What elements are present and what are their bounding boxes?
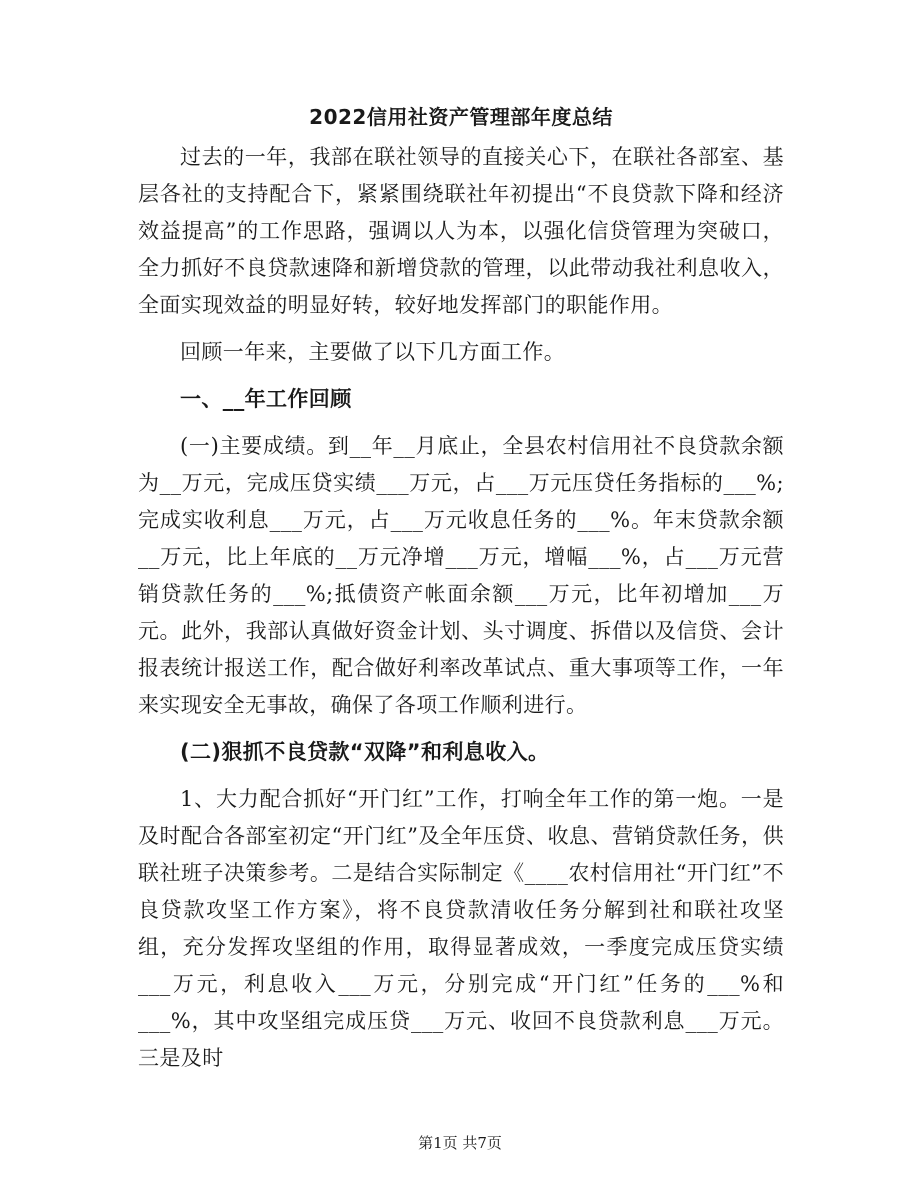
document-body — [138, 102, 784, 1087]
paragraph-main-achievements: (一)主要成绩。到__年__月底止，全县农村信用社不良贷款余额为__万元，完成压贷实绩___万元，占___万元压贷任务指标的___%;完成实收利息___万元，占___万元收息任务的___%。年末贷款余额__万元，比上年底的__万元净增___万元，增幅___%，占___万元营销贷款任务的___%;抵债资产帐面余额___万元，比年初增加___万元。此外，我部认真做好资金计划、头寸调度、拆借以及信贷、会计报表统计报送工作，配合做好利率改革试点、重大事项等工作，一年来实现安全无事故，确保了各项工作顺利进行。 — [138, 434, 784, 717]
page-number: 第1页 共7页 — [418, 1134, 502, 1152]
paragraph-opening-campaign: 1、大力配合抓好“开门红”工作，打响全年工作的第一炮。一是及时配合各部室初定“开门红”及全年压贷、收息、营销贷款任务，供联社班子决策参考。二是结合实际制定《____农村信用社“开门红”不良贷款攻坚工作方案》，将不良贷款清收任务分解到社和联社攻坚组，充分发挥攻坚组的作用，取得显著成效，一季度完成压贷实绩___万元，利息收入___万元，分别完成“开门红”任务的___%和___%，其中攻坚组完成压贷___万元、收回不良贷款利息___万元。三是及时 — [138, 787, 784, 1070]
document-title: 2022信用社资产管理部年度总结 — [309, 105, 613, 129]
paragraph-intro: 过去的一年，我部在联社领导的直接关心下，在联社各部室、基层各社的支持配合下，紧紧围绕联社年初提出“不良贷款下降和经济效益提高”的工作思路，强调以人为本，以强化信贷管理为突破口，全力抓好不良贷款速降和新增贷款的管理，以此带动我社利息收入，全面实现效益的明显好转，较好地发挥部门的职能作用。 — [138, 145, 784, 317]
paragraph-review-lead: 回顾一年来，主要做了以下几方面工作。 — [180, 340, 566, 364]
section-heading-1: 一、__年工作回顾 — [180, 387, 352, 411]
subsection-heading-2: (二)狠抓不良贷款“双降”和利息收入。 — [180, 740, 550, 764]
